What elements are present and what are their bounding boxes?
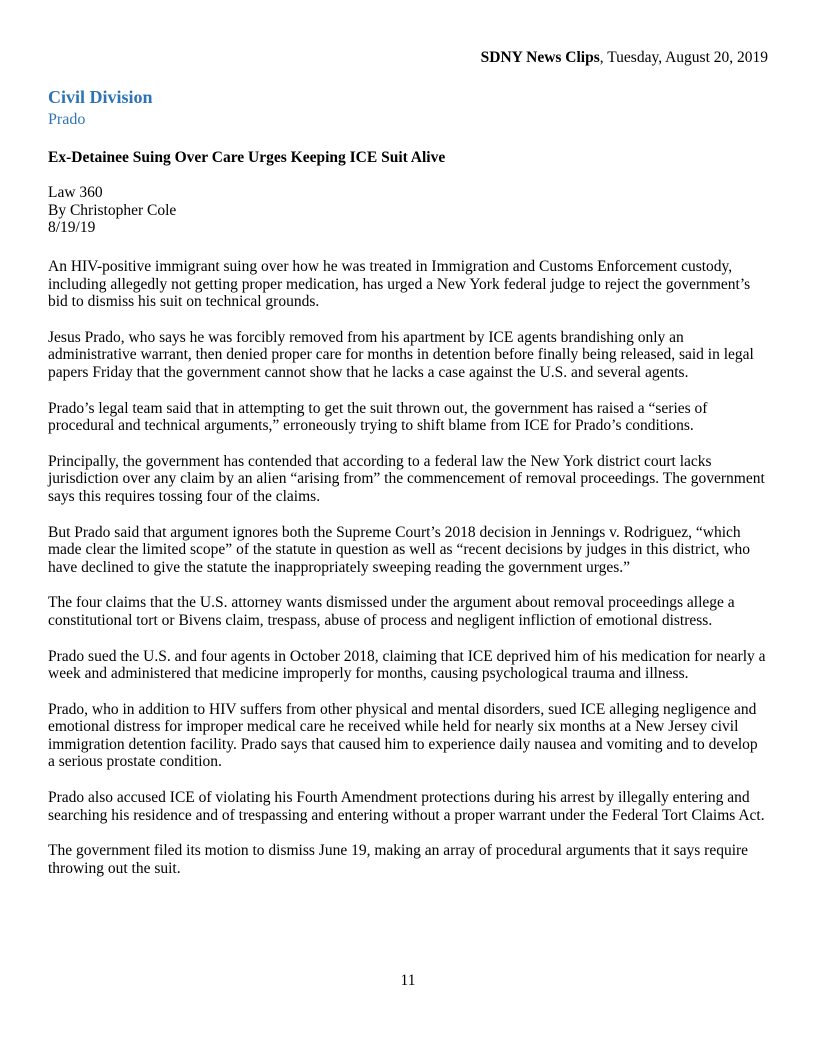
article-paragraph: The government filed its motion to dismiss June 19, making an array of procedural arguments that it says require throwing out the suit.: [48, 842, 749, 877]
article-meta: [48, 184, 176, 237]
document-page: [48, 0, 768, 1056]
article-paragraph: But Prado said that argument ignores both the Supreme Court’s 2018 decision in Jennings v. Rodriguez, “which made clear the limited scope” of the statute in question as well as “recent decisions by judges in this district, who have declined to give the statute the inappropriately sweeping reading the government urges.”: [48, 523, 751, 576]
publication-date: , Tuesday, August 20, 2019: [599, 49, 768, 66]
article-paragraph: The four claims that the U.S. attorney wants dismissed under the argument about removal proceedings allege a constitutional tort or Bivens claim, trespass, abuse of process and negligent infliction of emotional distress.: [48, 594, 735, 629]
article-paragraph: Prado also accused ICE of violating his Fourth Amendment protections during his arrest by illegally entering and searching his residence and of trespassing and entering without a proper warrant under the Federal Tort Claims Act.: [48, 789, 765, 824]
article-source: Law 360: [48, 184, 103, 201]
section-title: Civil Division: [48, 87, 153, 107]
page-number: 11: [400, 972, 416, 989]
article-paragraph: Jesus Prado, who says he was forcibly removed from his apartment by ICE agents brandishing only an administrative warrant, then denied proper care for months in detention before finally being released, said in legal papers Friday that the government cannot show that he lacks a case against the U.S. and several agents.: [48, 328, 754, 381]
article-body: [48, 258, 768, 895]
article-paragraph: Prado, who in addition to HIV suffers from other physical and mental disorders, sued ICE alleging negligence and emotional distress for improper medical care he received while held for nearly six months at a New Jersey civil immigration detention facility. Prado says that caused him to experience daily nausea and vomiting and to develop a serious prostate condition.: [48, 700, 758, 771]
article-paragraph: Prado sued the U.S. and four agents in October 2018, claiming that ICE deprived him of his medication for nearly a week and administered that medicine improperly for months, causing psychological trauma and illness.: [48, 647, 766, 683]
article-date: 8/19/19: [48, 219, 96, 236]
article-byline: By Christopher Cole: [48, 201, 177, 219]
article-paragraph: Prado’s legal team said that in attempting to get the suit thrown out, the government has raised a “series of procedural and technical arguments,” erroneously trying to shift blame from ICE for Prado’s conditions.: [48, 399, 708, 435]
article-title: Ex-Detainee Suing Over Care Urges Keeping ICE Suit Alive: [48, 149, 446, 166]
clips-header: [481, 48, 768, 68]
publication-name: SDNY News Clips: [480, 49, 600, 66]
section-subtitle: Prado: [48, 111, 86, 128]
article-paragraph: An HIV-positive immigrant suing over how he was treated in Immigration and Customs Enforcement custody, including allegedly not getting proper medication, has urged a New York federal judge to reject the government’s bid to dismiss his suit on technical grounds.: [48, 258, 751, 311]
article-paragraph: Principally, the government has contended that according to a federal law the New York district court lacks jurisdiction over any claim by an alien “arising from” the commencement of removal proceedings. The government says this requires tossing four of the claims.: [48, 452, 765, 505]
